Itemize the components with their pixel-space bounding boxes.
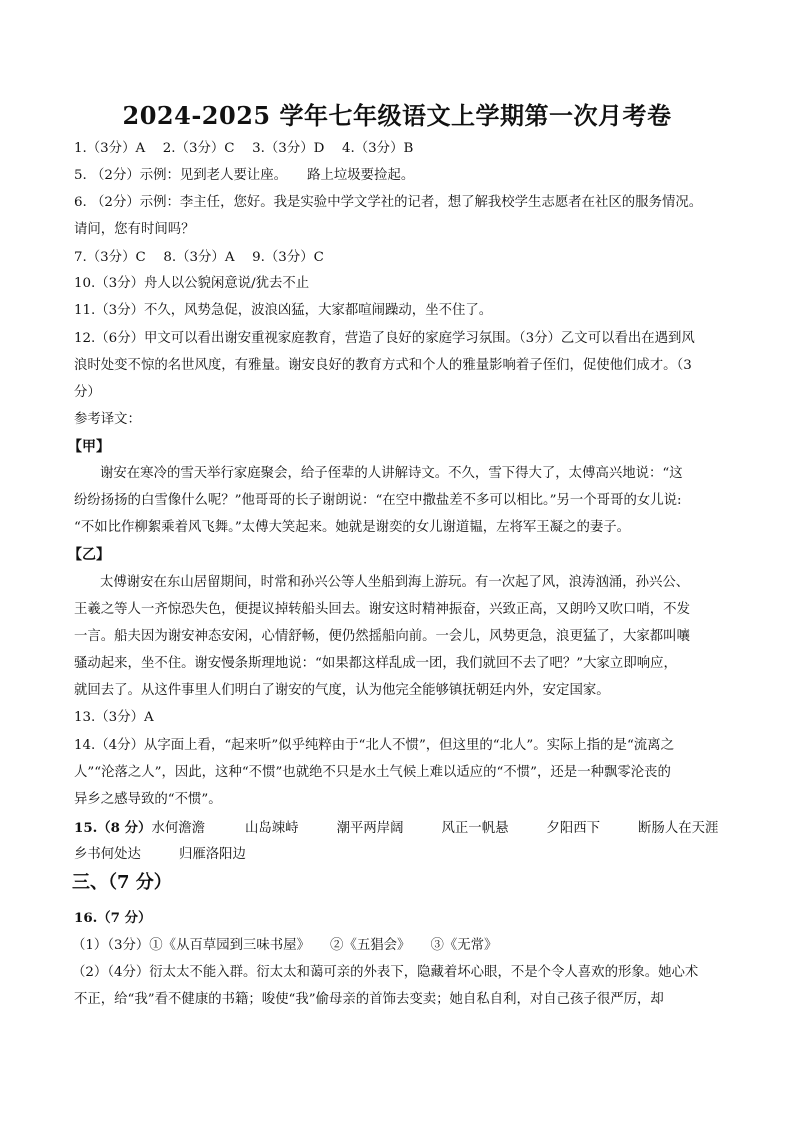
poem-line: 潮平两岸阔 bbox=[336, 821, 404, 836]
poem-line: 归雁洛阳边 bbox=[178, 847, 246, 862]
answer-line-6a: 6. （2分）示例：李主任，您好。我是实验中学文学社的记者，想了解我校学生志愿者在社区的服务情况。 bbox=[74, 195, 703, 210]
yi-paragraph-line-5: 就回去了。从这件事里人们明白了谢安的气度，认为他完全能够镇抚朝廷内外，安定国家。 bbox=[74, 683, 610, 698]
poem-line: 夕阳西下 bbox=[546, 821, 601, 836]
question-16-heading: 16.（7 分） bbox=[74, 910, 152, 926]
section-yi-label: 【乙】 bbox=[68, 547, 110, 563]
section-3-heading: 三、（7 分） bbox=[72, 872, 172, 893]
yi-paragraph-line-2: 王羲之等人一齐惊恐失色，便提议掉转船头回去。谢安这时精神振奋，兴致正高，又朗吟又吹口哨，不发 bbox=[74, 602, 690, 617]
question-15-number: 15.（8 分） bbox=[74, 820, 152, 836]
answer-line-16-2b: 不正，给“我”看不健康的书籍；唆使“我”偷母亲的首饰去变卖；她自私自利，对自己孩子很严厉，却 bbox=[74, 992, 664, 1007]
reference-translation-label: 参考译文： bbox=[74, 412, 141, 427]
answer-line-12b: 浪时处变不惊的名世风度，有雅量。谢安良好的教育方式和个人的雅量影响着子侄们，促使他们成才。（3 bbox=[74, 358, 692, 373]
poem-line: 山岛竦峙 bbox=[245, 821, 299, 836]
yi-paragraph-line-4: 骚动起来，坐不住。谢安慢条斯理地说：“如果都这样乱成一团，我们就回不去了吧？”大家立即响应， bbox=[74, 656, 677, 671]
answer-line-10: 10.（3分）舟人以公貌闲意说/犹去不止 bbox=[74, 276, 310, 291]
answer-line-5: 5. （2分）示例：见到老人要让座。 路上垃圾要捡起。 bbox=[74, 168, 415, 183]
answer-line-13: 13.（3分）A bbox=[74, 710, 154, 725]
answer-line-12a: 12.（6分）甲文可以看出谢安重视家庭教育，营造了良好的家庭学习氛围。（3分）乙文可以看出在遇到风 bbox=[74, 331, 695, 346]
answer-line-11: 11.（3分）不久，风势急促，波浪凶猛，大家都喧闹躁动，坐不住了。 bbox=[74, 303, 493, 318]
answer-line-7-9: 7.（3分）C 8.（3分）A 9.（3分）C bbox=[74, 250, 324, 265]
answer-line-15b bbox=[74, 845, 734, 865]
answer-line-16-1: （1）（3分）①《从百草园到三味书屋》 ②《五猖会》 ③《无常》 bbox=[72, 938, 498, 953]
answer-line-12c: 分） bbox=[74, 385, 101, 400]
poem-line: 水何澹澹 bbox=[151, 821, 206, 836]
answer-line-6b: 请问，您有时间吗？ bbox=[74, 222, 195, 237]
answer-line-14a: 14.（4分）从字面上看，“起来听”似乎纯粹由于“北人不惯”，但这里的“北人”。实际上指的是“流离之 bbox=[74, 738, 674, 753]
jia-paragraph-line-1: 谢安在寒冷的雪天举行家庭聚会，给子侄辈的人讲解诗文。不久，雪下得大了，太傅高兴地说：“这 bbox=[100, 466, 683, 481]
answer-line-14b: 人”“沦落之人”，因此，这种“不惯”也就绝不只是水土气候上难以适应的“不惯”，还是一种飘零沦丧的 bbox=[74, 765, 671, 780]
answer-line-14c: 异乡之感导致的“不惯”。 bbox=[74, 792, 222, 807]
jia-paragraph-line-3: “不如比作柳絮乘着风飞舞。”太傅大笑起来。她就是谢奕的女儿谢道韫，左将军王凝之的妻子。 bbox=[74, 520, 631, 535]
section-jia-label: 【甲】 bbox=[68, 439, 110, 455]
answer-line-15a bbox=[74, 818, 734, 839]
poem-line: 风正一帆悬 bbox=[441, 821, 509, 836]
yi-paragraph-line-1: 太傅谢安在东山居留期间，时常和孙兴公等人坐船到海上游玩。有一次起了风，浪涛汹涌，孙兴公、 bbox=[100, 575, 690, 590]
poem-line: 断肠人在天涯 bbox=[638, 821, 719, 836]
answer-line-16-2a: （2）（4分）衍太太不能入群。衍太太和蔼可亲的外表下，隐藏着坏心眼，不是个令人喜欢的形象。她心术 bbox=[72, 965, 699, 980]
jia-paragraph-line-2: 纷纷扬扬的白雪像什么呢？”他哥哥的长子谢朗说：“在空中撒盐差不多可以相比。”另一个哥哥的女儿说: bbox=[74, 493, 682, 508]
page-title: 2024-2025 学年七年级语文上学期第一次月考卷 bbox=[122, 101, 672, 130]
answer-line-1-4: 1.（3分）A 2.（3分）C 3.（3分）D 4.（3分）B bbox=[74, 141, 414, 156]
poem-line: 乡书何处达 bbox=[74, 847, 141, 862]
yi-paragraph-line-3: 一言。船夫因为谢安神态安闲，心情舒畅，便仍然摇船向前。一会儿，风势更急，浪更猛了，大家都叫嚷 bbox=[74, 629, 690, 644]
